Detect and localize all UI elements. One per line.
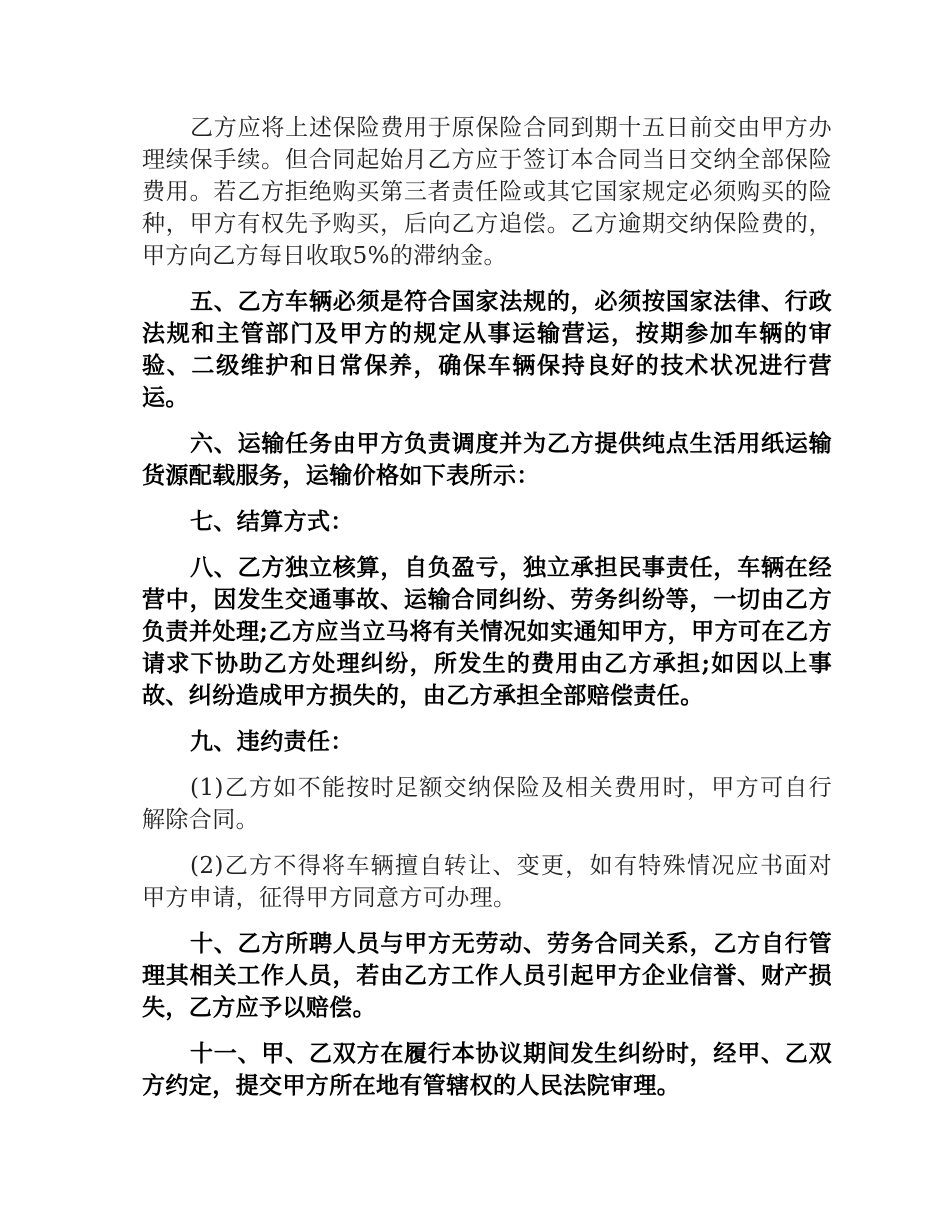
clause-10-staff-relations: 十、乙方所聘人员与甲方无劳动、劳务合同关系，乙方自行管理其相关工作人员，若由乙方工作人员引起甲方企业信誉、财产损失，乙方应予以赔偿。 xyxy=(142,930,832,1021)
clause-8-independent-accounting: 八、乙方独立核算，自负盈亏，独立承担民事责任，车辆在经营中，因发生交通事故、运输合同纠纷、劳务纠纷等，一切由乙方负责并处理;乙方应当立马将有关情况如实通知甲方，甲方可在乙方请求下协助乙方处理纠纷，所发生的费用由乙方承担;如因以上事故、纠纷造成甲方损失的，由乙方承担全部赔偿责任。 xyxy=(142,554,832,709)
breach-item-1: (1)乙方如不能按时足额交纳保险及相关费用时，甲方可自行解除合同。 xyxy=(142,775,832,833)
clause-7-settlement-heading: 七、结算方式： xyxy=(190,508,354,535)
document-page xyxy=(142,112,832,1116)
clause-11-dispute-resolution: 十一、甲、乙双方在履行本协议期间发生纠纷时，经甲、乙双方约定，提交甲方所在地有管辖权的人民法院审理。 xyxy=(142,1040,832,1099)
clause-5-vehicle-compliance: 五、乙方车辆必须是符合国家法规的，必须按国家法律、行政法规和主管部门及甲方的规定从事运输营运，按期参加车辆的审验、二级维护和日常保养，确保车辆保持良好的技术状况进行营运。 xyxy=(142,288,832,411)
clause-6-transport-dispatch: 六、运输任务由甲方负责调度并为乙方提供纯点生活用纸运输货源配载服务，运输价格如下表所示： xyxy=(142,430,832,489)
breach-item-2: (2)乙方不得将车辆擅自转让、变更，如有特殊情况应书面对甲方申请，征得甲方同意方可办理。 xyxy=(142,853,832,911)
clause-9-breach-heading: 九、违约责任： xyxy=(190,728,354,755)
paragraph-insurance-payment: 乙方应将上述保险费用于原保险合同到期十五日前交由甲方办理续保手续。但合同起始月乙方应于签订本合同当日交纳全部保险费用。若乙方拒绝购买第三者责任险或其它国家规定必须购买的险种，甲方有权先予购买，后向乙方追偿。乙方逾期交纳保险费的，甲方向乙方每日收取5%的滞纳金。 xyxy=(142,115,832,269)
